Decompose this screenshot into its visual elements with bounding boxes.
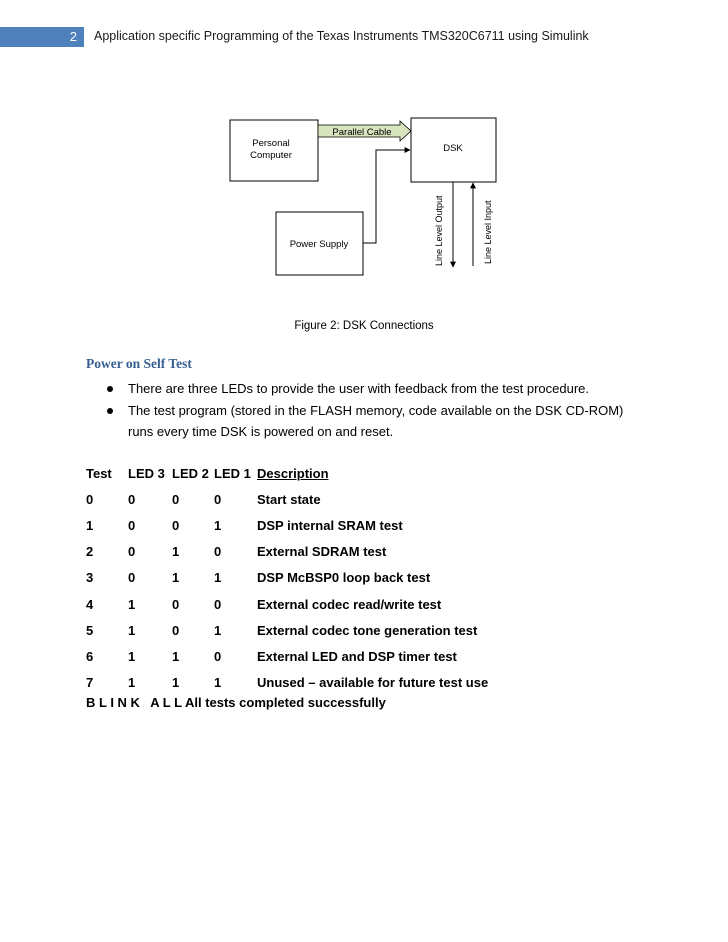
cell-description: External LED and DSP timer test [257, 648, 457, 664]
table-row [86, 591, 488, 617]
led-test-table [86, 460, 488, 696]
cell-led3: 0 [128, 570, 136, 586]
table-row [86, 643, 488, 669]
table-row [86, 670, 488, 696]
cell-description: External SDRAM test [257, 544, 387, 560]
table-row [86, 565, 488, 591]
table-row [86, 617, 488, 643]
table-row [86, 539, 488, 565]
cell-led2: 1 [172, 570, 180, 586]
cell-description: Start state [257, 491, 321, 507]
line-level-input-label: Line Level Input [483, 200, 493, 264]
blink-all-description: All tests completed successfully [184, 695, 386, 710]
figure-caption: Figure 2: DSK Connections [294, 320, 434, 332]
cell-led3: 1 [128, 648, 136, 664]
cell-test: 0 [86, 491, 94, 507]
cell-led2: 1 [172, 648, 180, 664]
bullet-item: The test program (stored in the FLASH memory, code available on the DSK CD-ROM) runs every time DSK is powered on and reset. [104, 400, 634, 442]
cell-description: External codec tone generation test [257, 622, 478, 638]
cell-led1: 1 [214, 517, 222, 533]
page-number: 2 [0, 27, 84, 47]
power-connection-line [363, 150, 410, 243]
cell-led2: 0 [172, 517, 180, 533]
table-header-row [86, 460, 488, 486]
parallel-cable-label: Parallel Cable [332, 127, 392, 138]
header-description [257, 460, 488, 486]
cell-test: 3 [86, 570, 94, 586]
cell-led3: 0 [128, 491, 136, 507]
cell-test: 7 [86, 675, 94, 691]
cell-led2: 0 [172, 491, 180, 507]
cell-led1: 0 [214, 596, 222, 612]
cell-led1: 1 [214, 570, 222, 586]
cell-led3: 1 [128, 596, 136, 612]
cell-led2: 1 [172, 544, 180, 560]
section-heading: Power on Self Test [86, 356, 192, 371]
cell-description: Unused – available for future test use [257, 675, 489, 691]
header-led2: LED 2 [172, 465, 209, 481]
blink-all-row [86, 695, 386, 710]
cell-led1: 1 [214, 622, 222, 638]
cell-led2: 0 [172, 596, 180, 612]
header-description-text: Description [257, 465, 329, 481]
header-led1: LED 1 [214, 465, 251, 481]
cell-led3: 1 [128, 622, 136, 638]
cell-description: External codec read/write test [257, 596, 442, 612]
dsk-label: DSK [443, 143, 463, 154]
bullet-item: There are three LEDs to provide the user with feedback from the test procedure. [104, 378, 634, 399]
cell-led1: 1 [214, 675, 222, 691]
cell-test: 6 [86, 648, 94, 664]
cell-test: 2 [86, 544, 94, 560]
table-row [86, 486, 488, 512]
dsk-connections-diagram [0, 0, 728, 320]
bullet-list [104, 378, 634, 443]
cell-led1: 0 [214, 544, 222, 560]
personal-computer-label-line2: Computer [250, 150, 292, 161]
header-led3: LED 3 [128, 465, 165, 481]
cell-led3: 0 [128, 517, 136, 533]
cell-description: DSP McBSP0 loop back test [257, 570, 431, 586]
personal-computer-label-line1: Personal [252, 138, 290, 149]
cell-led1: 0 [214, 491, 222, 507]
header-test: Test [86, 465, 112, 481]
cell-led3: 0 [128, 544, 136, 560]
cell-led1: 0 [214, 648, 222, 664]
line-level-output-label: Line Level Output [434, 195, 444, 266]
power-supply-label: Power Supply [289, 239, 349, 250]
header-title: Application specific Programming of the Texas Instruments TMS320C6711 using Simulink [94, 29, 589, 43]
table-row [86, 512, 488, 538]
cell-led2: 0 [172, 622, 180, 638]
cell-led3: 1 [128, 675, 136, 691]
cell-led2: 1 [172, 675, 180, 691]
blink-all-label: B L I N K A L L [86, 695, 182, 710]
cell-test: 4 [86, 596, 94, 612]
cell-test: 5 [86, 622, 94, 638]
cell-test: 1 [86, 517, 94, 533]
cell-description: DSP internal SRAM test [257, 517, 403, 533]
